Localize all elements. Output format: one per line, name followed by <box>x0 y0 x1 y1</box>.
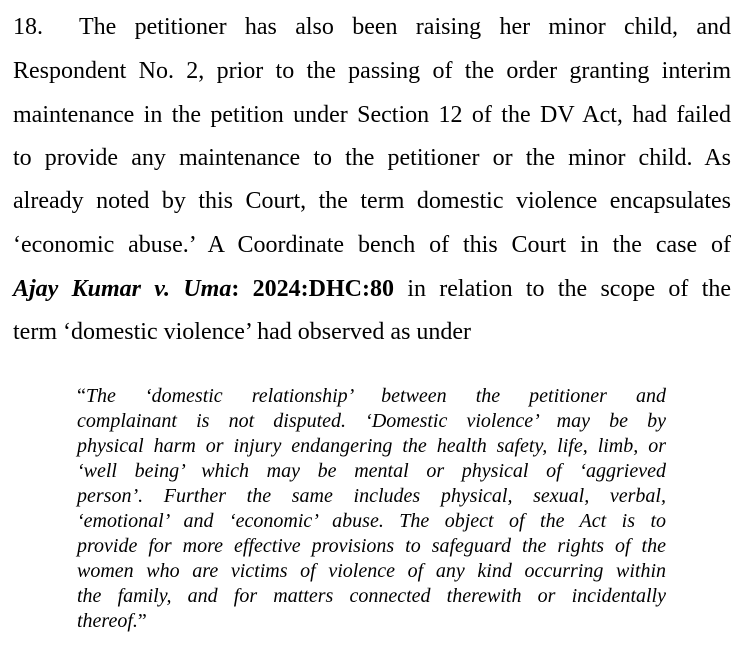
quote-line-3: physical harm or injury endangering the health safety, life, limb, or <box>77 435 666 457</box>
quote-line-9: the family, and for matters connected therewith or incidentally <box>77 585 666 607</box>
paragraph-line-1 <box>13 12 731 42</box>
case-citation: 2024:DHC:80 <box>252 276 394 302</box>
paragraph-text: in relation to the scope of the <box>407 276 732 302</box>
quote-line-6: ‘emotional’ and ‘economic’ abuse. The object of the Act is to <box>77 510 666 532</box>
quote-text: thereof. <box>77 610 138 632</box>
close-quote-mark: ” <box>137 610 147 632</box>
quote-line-4: ‘well being’ which may be mental or physical of ‘aggrieved <box>77 460 666 482</box>
quote-text: The ‘domestic relationship’ between the petitioner and <box>85 385 666 407</box>
quote-line-10 <box>77 609 666 634</box>
quote-line-5: person’. Further the same includes physical, sexual, verbal, <box>77 485 666 507</box>
paragraph-line-4: to provide any maintenance to the petitioner or the minor child. As <box>13 145 731 171</box>
paragraph-line-6: ‘economic abuse.’ A Coordinate bench of this Court in the case of <box>13 232 731 258</box>
quote-line-2: complainant is not disputed. ‘Domestic violence’ may be by <box>77 410 666 432</box>
paragraph-line-8: term ‘domestic violence’ had observed as under <box>13 319 472 345</box>
paragraph-text: The petitioner has also been raising her minor child, and <box>79 14 731 40</box>
paragraph-line-5: already noted by this Court, the term domestic violence encapsulates <box>13 188 731 214</box>
open-quote-mark: “ <box>77 385 86 407</box>
quote-line-1 <box>77 384 666 409</box>
case-name: Ajay Kumar v. Uma <box>13 276 232 302</box>
paragraph-line-3: maintenance in the petition under Section 12 of the DV Act, had failed <box>13 102 731 128</box>
case-colon: : <box>231 276 240 302</box>
paragraph-line-7 <box>13 274 731 304</box>
paragraph-number: 18. <box>13 14 43 40</box>
paragraph-line-2: Respondent No. 2, prior to the passing of the order granting interim <box>13 58 731 84</box>
quote-line-7: provide for more effective provisions to safeguard the rights of the <box>77 535 666 557</box>
quote-line-8: women who are victims of violence of any kind occurring within <box>77 560 666 582</box>
